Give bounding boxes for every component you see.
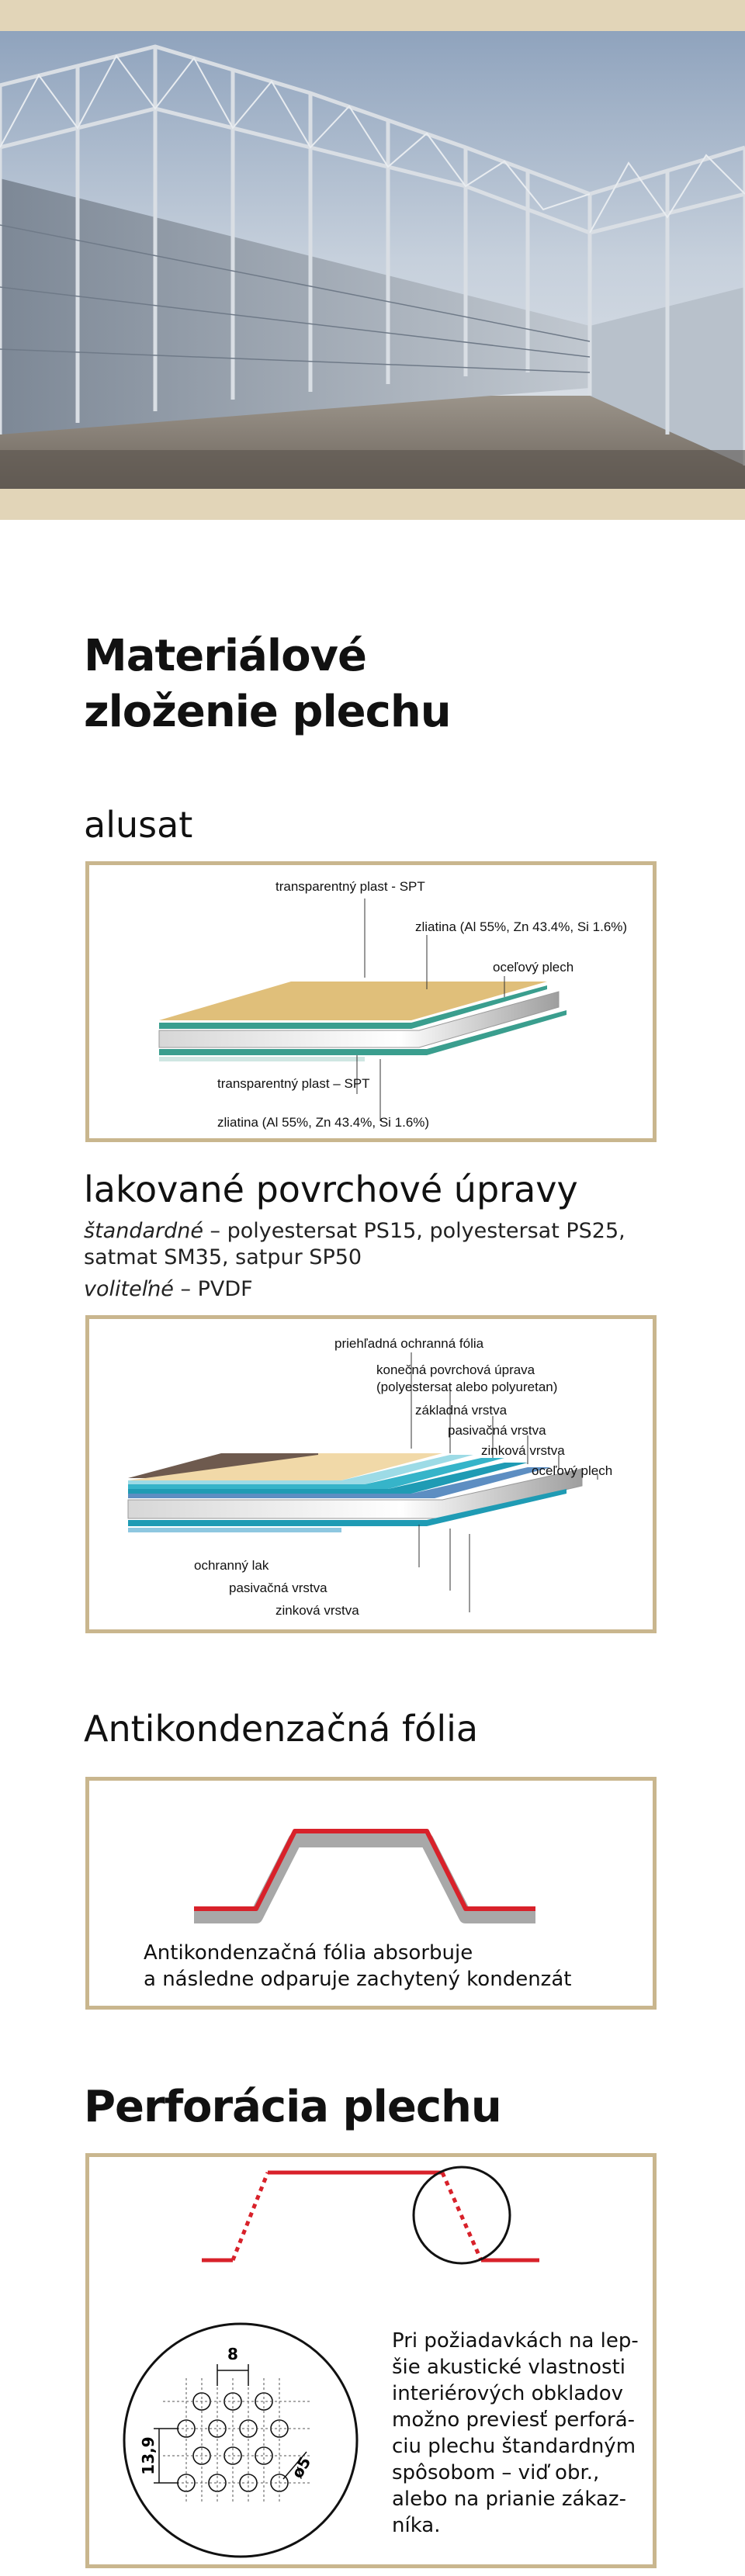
steel-hall-photo	[0, 31, 745, 489]
standard-label: štandardné	[84, 1219, 203, 1243]
lakovane-optional-line	[84, 1276, 253, 1303]
perforacia-text-line: možno previesť perforá-	[392, 2408, 636, 2432]
alusat-title: alusat	[84, 804, 193, 846]
perforacia-text-line: níka.	[392, 2514, 441, 2537]
dim-pitch: 8	[227, 2345, 238, 2363]
lakovane-standard-line	[84, 1218, 625, 1271]
lak-label-zinc-bottom: zinková vrstva	[275, 1603, 359, 1618]
material-heading-line2: zloženie plechu	[84, 687, 451, 737]
perforacia-text-line: ciu plechu štandardným	[392, 2435, 636, 2458]
lakovane-title: lakované povrchové úpravy	[84, 1169, 578, 1210]
antikondenz-text-line1: Antikondenzačná fólia absorbuje	[144, 1941, 473, 1965]
optional-label: voliteľné	[84, 1277, 174, 1301]
lak-label-zinc: zinková vrstva	[481, 1443, 565, 1458]
lak-label-protect: ochranný lak	[194, 1558, 269, 1573]
perforacia-title: Perforácia plechu	[84, 2082, 501, 2132]
alusat-layers-diagram	[85, 861, 657, 1142]
perforacia-text-line: alebo na prianie zákaz-	[392, 2488, 626, 2511]
standard-text: – polyestersat PS15, polyestersat PS25,	[203, 1219, 625, 1243]
material-heading-line1: Materiálové	[84, 631, 367, 681]
antikondenz-text	[144, 1940, 571, 1993]
alusat-label-bottom-plastic: transparentný plast – SPT	[217, 1076, 370, 1091]
top-decor-bar	[0, 0, 745, 31]
alusat-diagram-box	[85, 861, 657, 1142]
lakovane-diagram-box	[85, 1315, 657, 1633]
lak-label-final1: konečná povrchová úprava	[376, 1362, 535, 1377]
antikondenz-text-line2: a následne odparuje zachytený kondenzát	[144, 1968, 572, 1991]
antikondenz-title: Antikondenzačná fólia	[84, 1708, 479, 1750]
alusat-label-steel: oceľový plech	[493, 960, 574, 975]
perforacia-text	[392, 2328, 640, 2539]
alusat-label-top-alloy: zliatina (Al 55%, Zn 43.4%, Si 1.6%)	[415, 919, 628, 934]
dim-hole: ø5	[287, 2453, 315, 2481]
alusat-label-bottom-alloy: zliatina (Al 55%, Zn 43.4%, Si 1.6%)	[217, 1115, 430, 1130]
dim-height: 13,9	[139, 2436, 158, 2475]
optional-text: – PVDF	[173, 1277, 253, 1301]
lak-label-foil: priehľadná ochranná fólia	[334, 1336, 484, 1351]
lak-label-final2: (polyestersat alebo polyuretan)	[376, 1380, 558, 1394]
lak-label-passive-bottom: pasivačná vrstva	[229, 1581, 327, 1595]
lak-label-base: základná vrstva	[415, 1403, 508, 1418]
perforacia-text-line: interiérových obkladov	[392, 2382, 624, 2405]
lak-label-passive: pasivačná vrstva	[448, 1423, 546, 1438]
standard-text-2: satmat SM35, satpur SP50	[84, 1245, 362, 1269]
perforacia-text-line: spôsobom – viď obr.,	[392, 2461, 600, 2484]
alusat-label-top-plastic: transparentný plast - SPT	[275, 879, 425, 894]
perforacia-box	[85, 2153, 657, 2568]
material-heading	[84, 628, 451, 740]
antikondenz-box	[85, 1777, 657, 2010]
perforacia-text-line: Pri požiadavkách na lep-	[392, 2329, 639, 2353]
photo-bottom-bar	[0, 489, 745, 520]
lak-label-steel: oceľový plech	[532, 1463, 613, 1478]
perforacia-text-line: šie akustické vlastnosti	[392, 2356, 625, 2379]
